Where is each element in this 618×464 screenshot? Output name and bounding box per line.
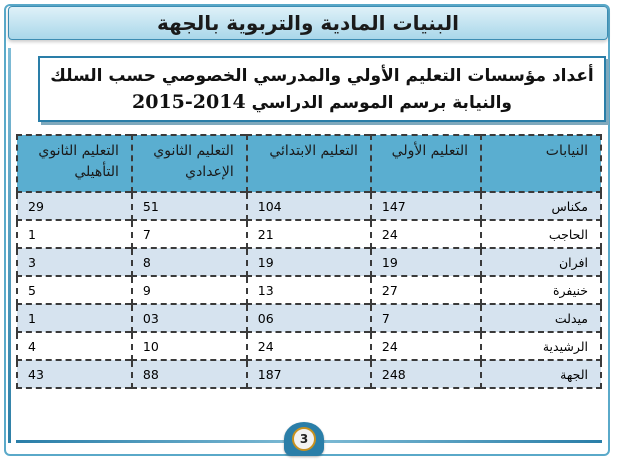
- cell-primary: 06: [247, 304, 371, 332]
- cell-region: افران: [481, 248, 601, 276]
- cell-preschool: 147: [371, 192, 481, 220]
- header-region: النيابات: [481, 135, 601, 192]
- cell-region: الحاجب: [481, 220, 601, 248]
- table-row: [17, 192, 601, 220]
- header-secondary-line-1: التعليم الثانوي: [38, 143, 119, 159]
- subtitle-box: [38, 56, 606, 122]
- cell-secondary: 29: [17, 192, 132, 220]
- page-number-badge: [284, 422, 324, 456]
- header-middle-line-2: الإعدادي: [185, 164, 234, 180]
- subtitle-year: 2014-2015: [132, 90, 246, 113]
- subtitle-line-1: أعداد مؤسسات التعليم الأولي والمدرسي الخصوصي حسب السلك: [50, 65, 594, 86]
- table-row: [17, 304, 601, 332]
- cell-middle: 9: [132, 276, 247, 304]
- cell-middle: 10: [132, 332, 247, 360]
- header-secondary-line-2: التأهيلي: [74, 164, 119, 180]
- cell-secondary: 4: [17, 332, 132, 360]
- cell-preschool: 7: [371, 304, 481, 332]
- cell-middle: 8: [132, 248, 247, 276]
- header-banner: [8, 6, 608, 40]
- cell-primary: 19: [247, 248, 371, 276]
- cell-preschool: 248: [371, 360, 481, 388]
- header-preschool: التعليم الأولي: [371, 135, 481, 192]
- cell-region: خنيفرة: [481, 276, 601, 304]
- table-row: [17, 276, 601, 304]
- left-accent-bar: [8, 48, 11, 443]
- table-header-row: [17, 135, 601, 192]
- cell-secondary: 5: [17, 276, 132, 304]
- cell-secondary: 1: [17, 304, 132, 332]
- cell-secondary: 3: [17, 248, 132, 276]
- table-row: [17, 332, 601, 360]
- table-row: [17, 248, 601, 276]
- cell-region: الجهة: [481, 360, 601, 388]
- cell-preschool: 24: [371, 332, 481, 360]
- cell-secondary: 1: [17, 220, 132, 248]
- cell-primary: 21: [247, 220, 371, 248]
- cell-preschool: 24: [371, 220, 481, 248]
- cell-secondary: 43: [17, 360, 132, 388]
- cell-preschool: 19: [371, 248, 481, 276]
- cell-primary: 24: [247, 332, 371, 360]
- page-number: 3: [292, 427, 316, 451]
- cell-middle: 51: [132, 192, 247, 220]
- page-title: البنيات المادية والتربوية بالجهة: [157, 11, 459, 35]
- subtitle-line-2: [132, 89, 512, 116]
- header-middle: [132, 135, 247, 192]
- subtitle-line-2-text: والنيابة برسم الموسم الدراسي: [251, 92, 512, 113]
- table-row: [17, 220, 601, 248]
- cell-primary: 13: [247, 276, 371, 304]
- table-row-total: [17, 360, 601, 388]
- cell-middle: 03: [132, 304, 247, 332]
- cell-region: الرشيدية: [481, 332, 601, 360]
- institutions-table: [16, 134, 602, 389]
- cell-primary: 187: [247, 360, 371, 388]
- cell-primary: 104: [247, 192, 371, 220]
- cell-preschool: 27: [371, 276, 481, 304]
- cell-region: ميدلت: [481, 304, 601, 332]
- cell-middle: 88: [132, 360, 247, 388]
- header-middle-line-1: التعليم الثانوي: [153, 143, 234, 159]
- header-primary: التعليم الابتدائي: [247, 135, 371, 192]
- cell-region: مكناس: [481, 192, 601, 220]
- header-secondary: [17, 135, 132, 192]
- cell-middle: 7: [132, 220, 247, 248]
